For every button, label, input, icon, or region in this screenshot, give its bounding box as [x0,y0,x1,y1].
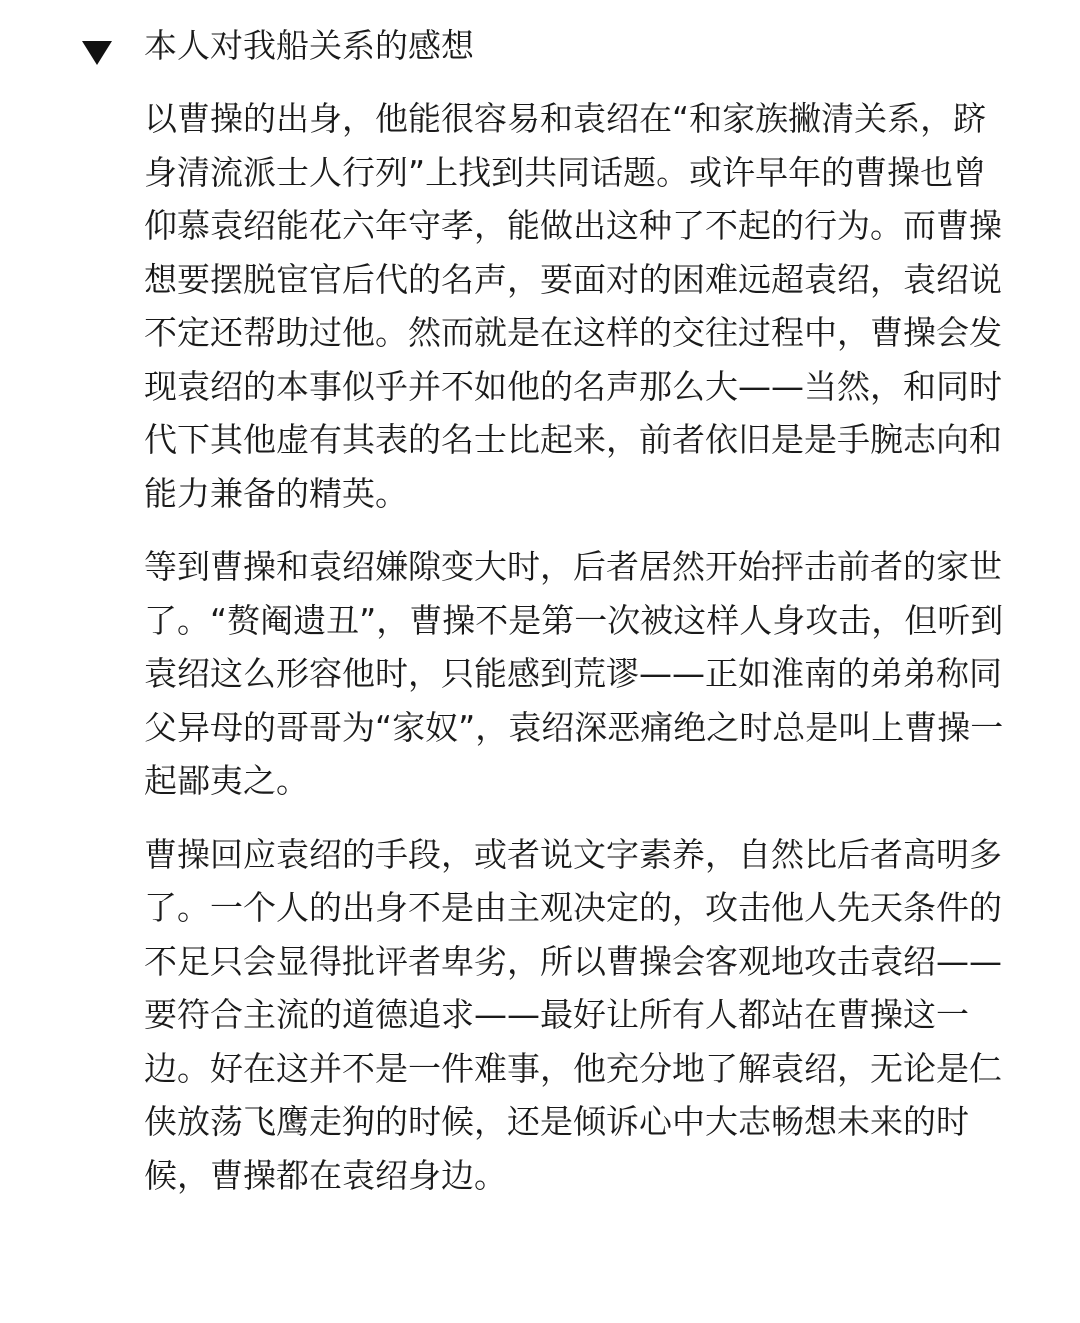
toggle-block [80,24,1030,1195]
triangle-down-icon[interactable] [82,41,112,65]
toggle-content [144,92,1014,1202]
paragraph-1: 以曹操的出身，他能很容易和袁绍在“和家族撇清关系，跻身清流派士人行列”上找到共同话题。或许早年的曹操也曾仰慕袁绍能花六年守孝，能做出这种了不起的行为。而曹操想要摆脱宦官后代的名声，要面对的困难远超袁绍，袁绍说不定还帮助过他。然而就是在这样的交往过程中，曹操会发现袁绍的本事似乎并不如他的名声那么大——当然，和同时代下其他虚有其表的名士比起来，前者依旧是是手腕志向和能力兼备的精英。 [144,99,1002,513]
paragraph-2: 等到曹操和袁绍嫌隙变大时，后者居然开始抨击前者的家世了。“赘阉遗丑”，曹操不是第一次被这样人身攻击，但听到袁绍这么形容他时，只能感到荒谬——正如淮南的弟弟称同父异母的哥哥为“家奴”，袁绍深恶痛绝之时总是叫上曹操一起鄙夷之。 [144,547,1004,800]
toggle-title: 本人对我船关系的感想 [144,26,474,65]
paragraph-3: 曹操回应袁绍的手段，或者说文字素养，自然比后者高明多了。一个人的出身不是由主观决定的，攻击他人先天条件的不足只会显得批评者卑劣，所以曹操会客观地攻击袁绍——要符合主流的道德追求——最好让所有人都站在曹操这一边。好在这并不是一件难事，他充分地了解袁绍，无论是仁侠放荡飞鹰走狗的时候，还是倾诉心中大志畅想未来的时候，曹操都在袁绍身边。 [144,834,1002,1195]
toggle-summary[interactable] [80,24,1030,68]
